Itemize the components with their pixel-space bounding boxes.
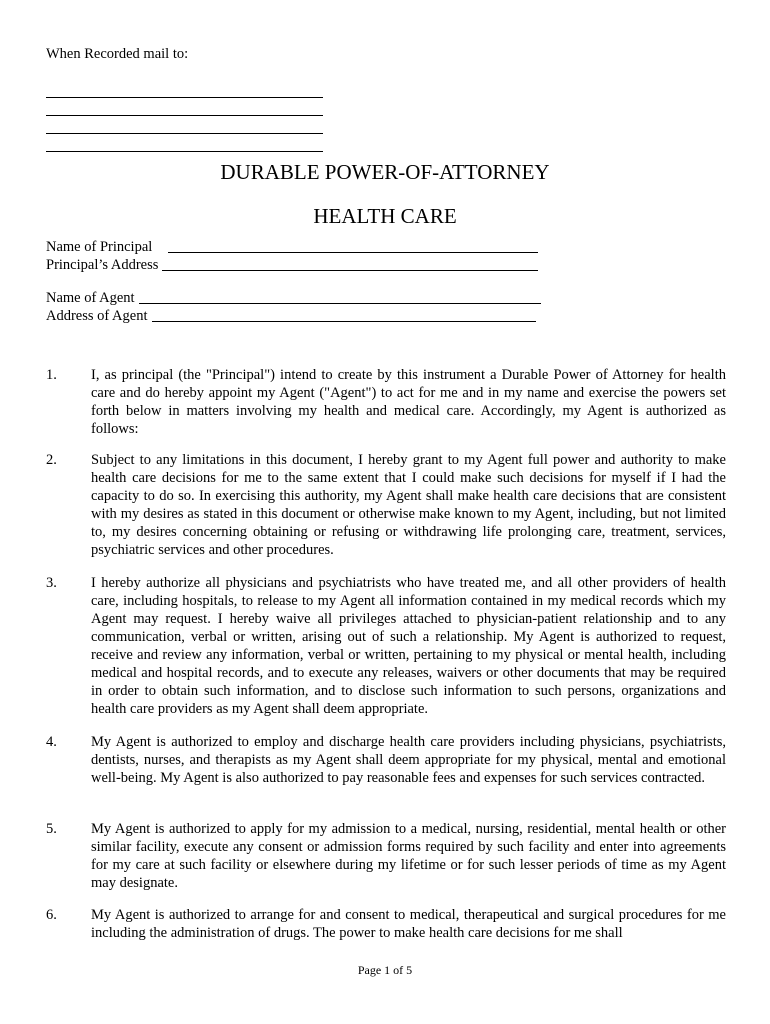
principal-name-input[interactable] — [168, 251, 538, 253]
principal-name-label: Name of Principal — [46, 239, 153, 255]
principal-name-field — [46, 238, 538, 256]
mail-address-line-3[interactable] — [46, 133, 323, 134]
paragraph-text: I hereby authorize all physicians and psychiatrists who have treated me, and all other providers of health care, including hospitals, to release to my Agent all information contained in my medical records which my Agent may request. I hereby waive all privileges attached to physician-patient relationship and to any communication, verbal or written, arising out of such a relationship. My Agent is authorized to request, receive and review any information, verbal or written, pertaining to my physical or mental health, including medical and hospital records, and to execute any releases, waivers or other documents that may be required in order to obtain such information, and to disclose such information to such persons, organizations and health care providers as my Agent shall deem appropriate. — [91, 575, 726, 717]
paragraph-number: 2. — [46, 452, 57, 468]
agent-name-field — [46, 289, 541, 307]
mail-address-line-1[interactable] — [46, 97, 323, 98]
paragraph-text: My Agent is authorized to employ and discharge health care providers including physicians, psychiatrists, dentists, nurses, and therapists as my Agent shall deem appropriate for my physical, mental and emotional well-being. My Agent is also authorized to pay reasonable fees and expenses for such services contracted. — [91, 734, 726, 786]
agent-address-field — [46, 307, 536, 325]
paragraph-4 — [46, 733, 726, 787]
mail-address-line-2[interactable] — [46, 115, 323, 116]
paragraph-number: 3. — [46, 575, 57, 591]
document-title: DURABLE POWER-OF-ATTORNEY — [220, 160, 550, 184]
paragraph-6 — [46, 906, 726, 942]
principal-address-label: Principal’s Address — [46, 257, 159, 273]
paragraph-number: 1. — [46, 367, 57, 383]
paragraph-text: Subject to any limitations in this document, I hereby grant to my Agent full power and authority to make health care decisions for me to the same extent that I could make such decisions for myself if I had the capacity to do so. In exercising this authority, my Agent shall make health care decisions that are consistent with my desires as stated in this document or otherwise make known to my Agent, including, but not limited to, my desires concerning obtaining or refusing or withdrawing life prolonging care, treatment, services, psychiatric services and other procedures. — [91, 452, 726, 558]
page-number: Page 1 of 5 — [357, 963, 413, 977]
agent-address-label: Address of Agent — [46, 308, 148, 324]
paragraph-3 — [46, 574, 726, 718]
agent-name-label: Name of Agent — [46, 290, 135, 306]
principal-address-field — [46, 256, 538, 274]
paragraph-2 — [46, 451, 726, 559]
paragraph-number: 4. — [46, 734, 57, 750]
mail-address-line-4[interactable] — [46, 151, 323, 152]
document-subtitle: HEALTH CARE — [313, 204, 457, 228]
paragraph-text: My Agent is authorized to arrange for and consent to medical, therapeutical and surgical procedures for me including the administration of drugs. The power to make health care decisions for me shall — [91, 907, 726, 941]
paragraph-1 — [46, 366, 726, 438]
principal-address-input[interactable] — [162, 269, 538, 271]
paragraph-5 — [46, 820, 726, 892]
paragraph-text: I, as principal (the "Principal") intend to create by this instrument a Durable Power of Attorney for health care and do hereby appoint my Agent ("Agent") to act for me and in my name and exercise the powers set forth below in matters involving my health and medical care. Accordingly, my Agent is authorized as follows: — [91, 367, 726, 437]
paragraph-number: 5. — [46, 821, 57, 837]
paragraph-number: 6. — [46, 907, 57, 923]
recorded-mail-label: When Recorded mail to: — [46, 46, 189, 62]
agent-address-input[interactable] — [152, 320, 536, 322]
agent-name-input[interactable] — [139, 302, 541, 304]
paragraph-text: My Agent is authorized to apply for my admission to a medical, nursing, residential, mental health or other similar facility, execute any consent or admission forms required by such facility and enter into agreements for my care at such facility or elsewhere during my lifetime or for such lesser periods of time as my Agent may designate. — [91, 821, 726, 891]
